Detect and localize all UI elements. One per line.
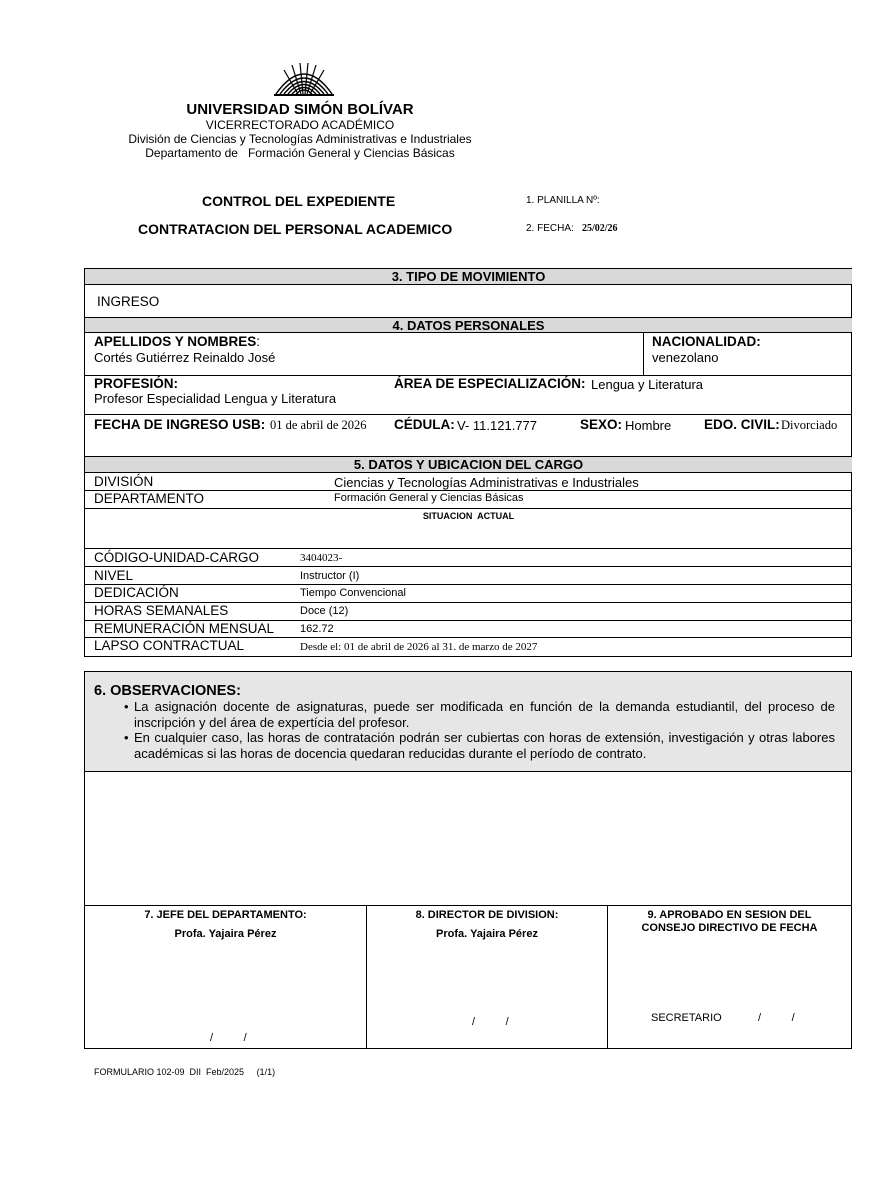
edo-civil-label: EDO. CIVIL:	[704, 417, 780, 432]
divider	[643, 333, 644, 375]
dedicacion-label: DEDICACIÓN	[94, 585, 179, 600]
dedicacion-value: Tiempo Convencional	[300, 587, 406, 599]
bullet-icon: •	[124, 699, 129, 714]
university-name: UNIVERSIDAD SIMÓN BOLÍVAR	[186, 101, 414, 118]
bullet-icon: •	[124, 730, 129, 745]
university-logo	[272, 60, 336, 98]
sexo-value: Hombre	[625, 418, 672, 433]
nacionalidad-value: venezolano	[652, 350, 719, 365]
lapso-label: LAPSO CONTRACTUAL	[94, 638, 245, 653]
divider	[85, 905, 852, 906]
aprobado-title-2: CONSEJO DIRECTIVO DE FECHA	[641, 922, 818, 934]
division-value: Ciencias y Tecnologías Administrativas e Industriales	[334, 475, 639, 490]
jefe-departamento-title: 7. JEFE DEL DEPARTAMENTO:	[144, 909, 307, 921]
sec5-header: 5. DATOS Y UBICACION DEL CARGO	[85, 456, 852, 473]
sec3-header: 3. TIPO DE MOVIMIENTO	[85, 268, 852, 285]
department-line: Departamento de Formación General y Ciencias Básicas	[145, 146, 455, 160]
divider	[85, 584, 852, 585]
title-control: CONTROL DEL EXPEDIENTE	[202, 193, 396, 209]
planilla-label: 1. PLANILLA Nº:	[526, 195, 600, 206]
divider	[366, 905, 367, 1049]
divider	[85, 414, 852, 415]
sec4-header: 4. DATOS PERSONALES	[85, 317, 852, 333]
departamento-value: Formación General y Ciencias Básicas	[334, 492, 524, 504]
division-label: DIVISIÓN	[94, 474, 154, 489]
form-footer: FORMULARIO 102-09 DII Feb/2025 (1/1)	[94, 1067, 276, 1077]
director-division-date: / /	[472, 1016, 509, 1028]
observaciones-header: 6. OBSERVACIONES:	[94, 683, 241, 699]
nombres-label: APELLIDOS Y NOMBRES:	[94, 334, 261, 349]
horas-label: HORAS SEMANALES	[94, 603, 229, 618]
nivel-value: Instructor (I)	[300, 570, 360, 582]
fecha-ingreso-label: FECHA DE INGRESO USB:	[94, 417, 266, 432]
division-line: División de Ciencias y Tecnologías Administrativas e Industriales	[128, 132, 472, 146]
nivel-label: NIVEL	[94, 568, 134, 583]
departamento-label: DEPARTAMENTO	[94, 491, 205, 506]
fecha-ingreso-value: 01 de abril de 2026	[270, 418, 367, 432]
cedula-label: CÉDULA:	[394, 417, 455, 432]
jefe-departamento-date: / /	[210, 1032, 247, 1044]
title-contratacion: CONTRATACION DEL PERSONAL ACADEMICO	[138, 221, 453, 237]
horas-value: Doce (12)	[300, 605, 349, 617]
secretario-date: / /	[758, 1012, 795, 1024]
director-division-title: 8. DIRECTOR DE DIVISION:	[415, 909, 559, 921]
cedula-value: V- 11.121.777	[457, 418, 537, 433]
aprobado-title-1: 9. APROBADO EN SESION DEL	[647, 909, 812, 921]
nombres-value: Cortés Gutiérrez Reinaldo José	[94, 350, 276, 365]
area-label: ÁREA DE ESPECIALIZACIÓN:	[394, 376, 586, 391]
situacion-actual: SITUACION ACTUAL	[422, 511, 515, 521]
fecha-value: 25/02/26	[582, 223, 618, 234]
edo-civil-value: Divorciado	[781, 418, 838, 432]
divider	[85, 771, 852, 772]
director-division-name: Profa. Yajaira Pérez	[436, 928, 538, 940]
tipo-movimiento-value: INGRESO	[97, 294, 160, 309]
area-value: Lengua y Literatura	[591, 377, 704, 392]
nacionalidad-label: NACIONALIDAD:	[652, 334, 761, 349]
observacion-1: • La asignación docente de asignaturas, puede ser modificada en función de la demanda estudiantil, del proceso de inscripción y del área de expertícia del profesor.	[124, 699, 835, 730]
divider	[85, 508, 852, 509]
lapso-value: Desde el: 01 de abril de 2026 al 31. de marzo de 2027	[300, 641, 538, 653]
sexo-label: SEXO:	[580, 417, 623, 432]
fecha-label: 2. FECHA:	[526, 223, 574, 234]
remuneracion-value: 162.72	[300, 623, 334, 635]
secretario-label: SECRETARIO	[651, 1012, 722, 1024]
jefe-departamento-name: Profa. Yajaira Pérez	[174, 928, 277, 940]
divider	[85, 548, 852, 549]
observacion-2: • En cualquier caso, las horas de contratación podrán ser cubiertas con horas de extensión, investigación y otras labores académicas si las horas de docencia quedaran reducidas durante el período de contrato.	[124, 730, 835, 761]
divider	[85, 566, 852, 567]
codigo-label: CÓDIGO-UNIDAD-CARGO	[94, 550, 259, 565]
codigo-value: 3404023-	[300, 552, 343, 564]
profesion-value: Profesor Especialidad Lengua y Literatura	[94, 391, 337, 406]
profesion-label: PROFESIÓN:	[94, 376, 179, 391]
vicerrectorado-line: VICERRECTORADO ACADÉMICO	[205, 118, 395, 132]
remuneracion-label: REMUNERACIÓN MENSUAL	[94, 621, 275, 636]
